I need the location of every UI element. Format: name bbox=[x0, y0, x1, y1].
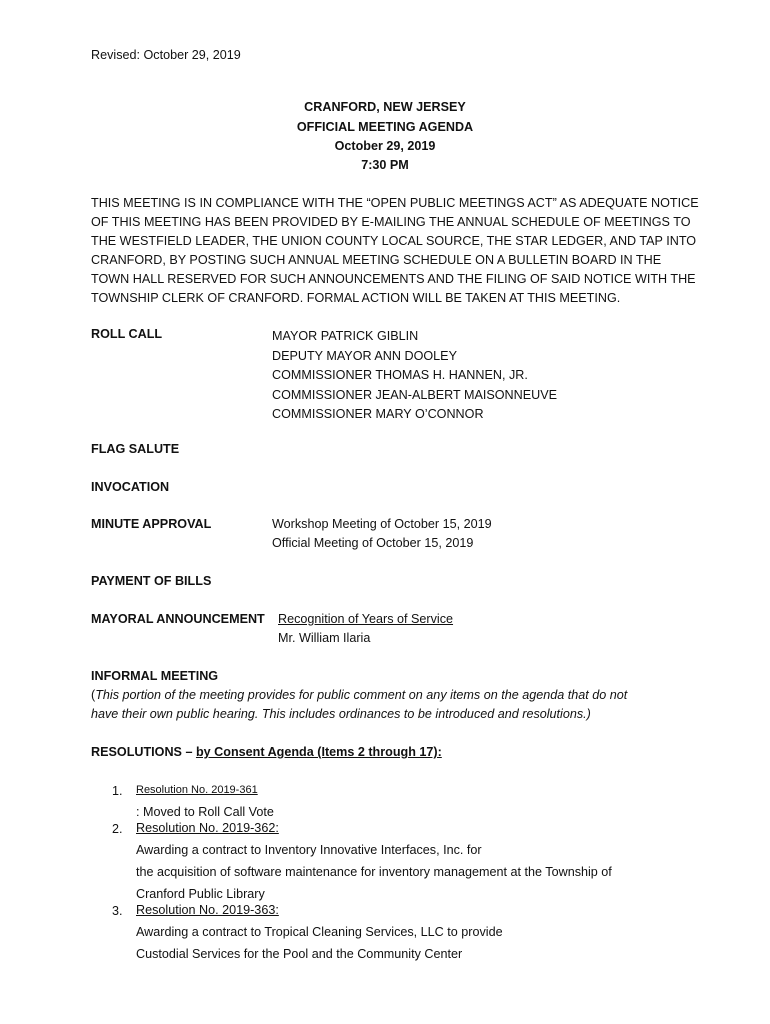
notice-line: THE WESTFIELD LEADER, THE UNION COUNTY LOCAL SOURCE, THE STAR LEDGER, AND TAP INTO bbox=[91, 234, 697, 248]
informal-meeting-description bbox=[91, 688, 627, 702]
informal-meeting-heading: INFORMAL MEETING bbox=[91, 669, 219, 683]
resolution-number: 3. bbox=[112, 904, 123, 918]
notice-line: OF THIS MEETING HAS BEEN PROVIDED BY E-MAILING THE ANNUAL SCHEDULE OF MEETINGS TO bbox=[91, 215, 691, 229]
revised-date: Revised: October 29, 2019 bbox=[91, 48, 241, 62]
informal-description-line: This portion of the meeting provides for public comment on any items on the agenda that do not bbox=[95, 688, 628, 702]
resolution-text: Awarding a contract to Tropical Cleaning Services, LLC to provide bbox=[136, 925, 503, 939]
informal-description-line: have their own public hearing. This includes ordinances to be introduced and resolutions.) bbox=[91, 707, 591, 721]
roll-call-heading: ROLL CALL bbox=[91, 327, 163, 341]
resolution-text: : Moved to Roll Call Vote bbox=[136, 805, 274, 819]
notice-line: TOWN HALL RESERVED FOR SUCH ANNOUNCEMENTS AND THE FILING OF SAID NOTICE WITH THE bbox=[91, 272, 696, 286]
roll-call-name: COMMISSIONER JEAN-ALBERT MAISONNEUVE bbox=[272, 387, 558, 402]
open-paren: ( bbox=[91, 688, 96, 702]
flag-salute-heading: FLAG SALUTE bbox=[91, 442, 180, 456]
roll-call-name: COMMISSIONER MARY O’CONNOR bbox=[272, 407, 484, 421]
header-date: October 29, 2019 bbox=[334, 139, 436, 153]
resolution-text: the acquisition of software maintenance for inventory management at the Township of bbox=[136, 865, 612, 879]
notice-line: CRANFORD, BY POSTING SUCH ANNUAL MEETING SCHEDULE ON A BULLETIN BOARD IN THE bbox=[91, 253, 662, 267]
header-time: 7:30 PM bbox=[361, 158, 409, 172]
resolution-number: 2. bbox=[112, 822, 123, 836]
invocation-heading: INVOCATION bbox=[91, 480, 170, 494]
roll-call-name: MAYOR PATRICK GIBLIN bbox=[272, 329, 419, 343]
resolution-ref: Resolution No. 2019-363: bbox=[136, 903, 279, 917]
payment-of-bills-heading: PAYMENT OF BILLS bbox=[91, 574, 212, 588]
minute-item: Official Meeting of October 15, 2019 bbox=[272, 536, 474, 550]
roll-call-names bbox=[272, 327, 557, 425]
mayoral-announcement-topic: Recognition of Years of Service bbox=[278, 612, 454, 626]
header-title: OFFICIAL MEETING AGENDA bbox=[296, 120, 474, 134]
resolution-item bbox=[136, 817, 612, 905]
roll-call-name: COMMISSIONER THOMAS H. HANNEN, JR. bbox=[272, 368, 528, 382]
notice-line: TOWNSHIP CLERK OF CRANFORD. FORMAL ACTION WILL BE TAKEN AT THIS MEETING. bbox=[91, 291, 621, 305]
public-meetings-notice bbox=[91, 194, 701, 308]
resolution-number: 1. bbox=[112, 784, 123, 798]
mayoral-announcement-heading: MAYORAL ANNOUNCEMENT bbox=[91, 612, 265, 626]
resolution-ref: Resolution No. 2019-361 bbox=[136, 784, 258, 796]
roll-call-name: DEPUTY MAYOR ANN DOOLEY bbox=[272, 348, 457, 363]
minute-approval-heading: MINUTE APPROVAL bbox=[91, 517, 212, 531]
resolution-text: Custodial Services for the Pool and the Community Center bbox=[136, 947, 463, 961]
resolution-ref: Resolution No. 2019-362: bbox=[136, 821, 279, 835]
header-municipality: CRANFORD, NEW JERSEY bbox=[304, 100, 466, 114]
resolutions-label: RESOLUTIONS – bbox=[91, 745, 196, 759]
resolution-item bbox=[136, 899, 503, 965]
consent-agenda-label: by Consent Agenda (Items 2 through 17): bbox=[195, 745, 442, 759]
resolution-text: Awarding a contract to Inventory Innovative Interfaces, Inc. for bbox=[136, 843, 482, 857]
minute-item: Workshop Meeting of October 15, 2019 bbox=[272, 517, 492, 531]
resolutions-heading bbox=[91, 745, 442, 759]
notice-line: THIS MEETING IS IN COMPLIANCE WITH THE “OPEN PUBLIC MEETINGS ACT” AS ADEQUATE NOTICE bbox=[91, 196, 699, 210]
mayoral-announcement-person: Mr. William Ilaria bbox=[278, 631, 371, 645]
resolution-text: Cranford Public Library bbox=[136, 887, 265, 901]
